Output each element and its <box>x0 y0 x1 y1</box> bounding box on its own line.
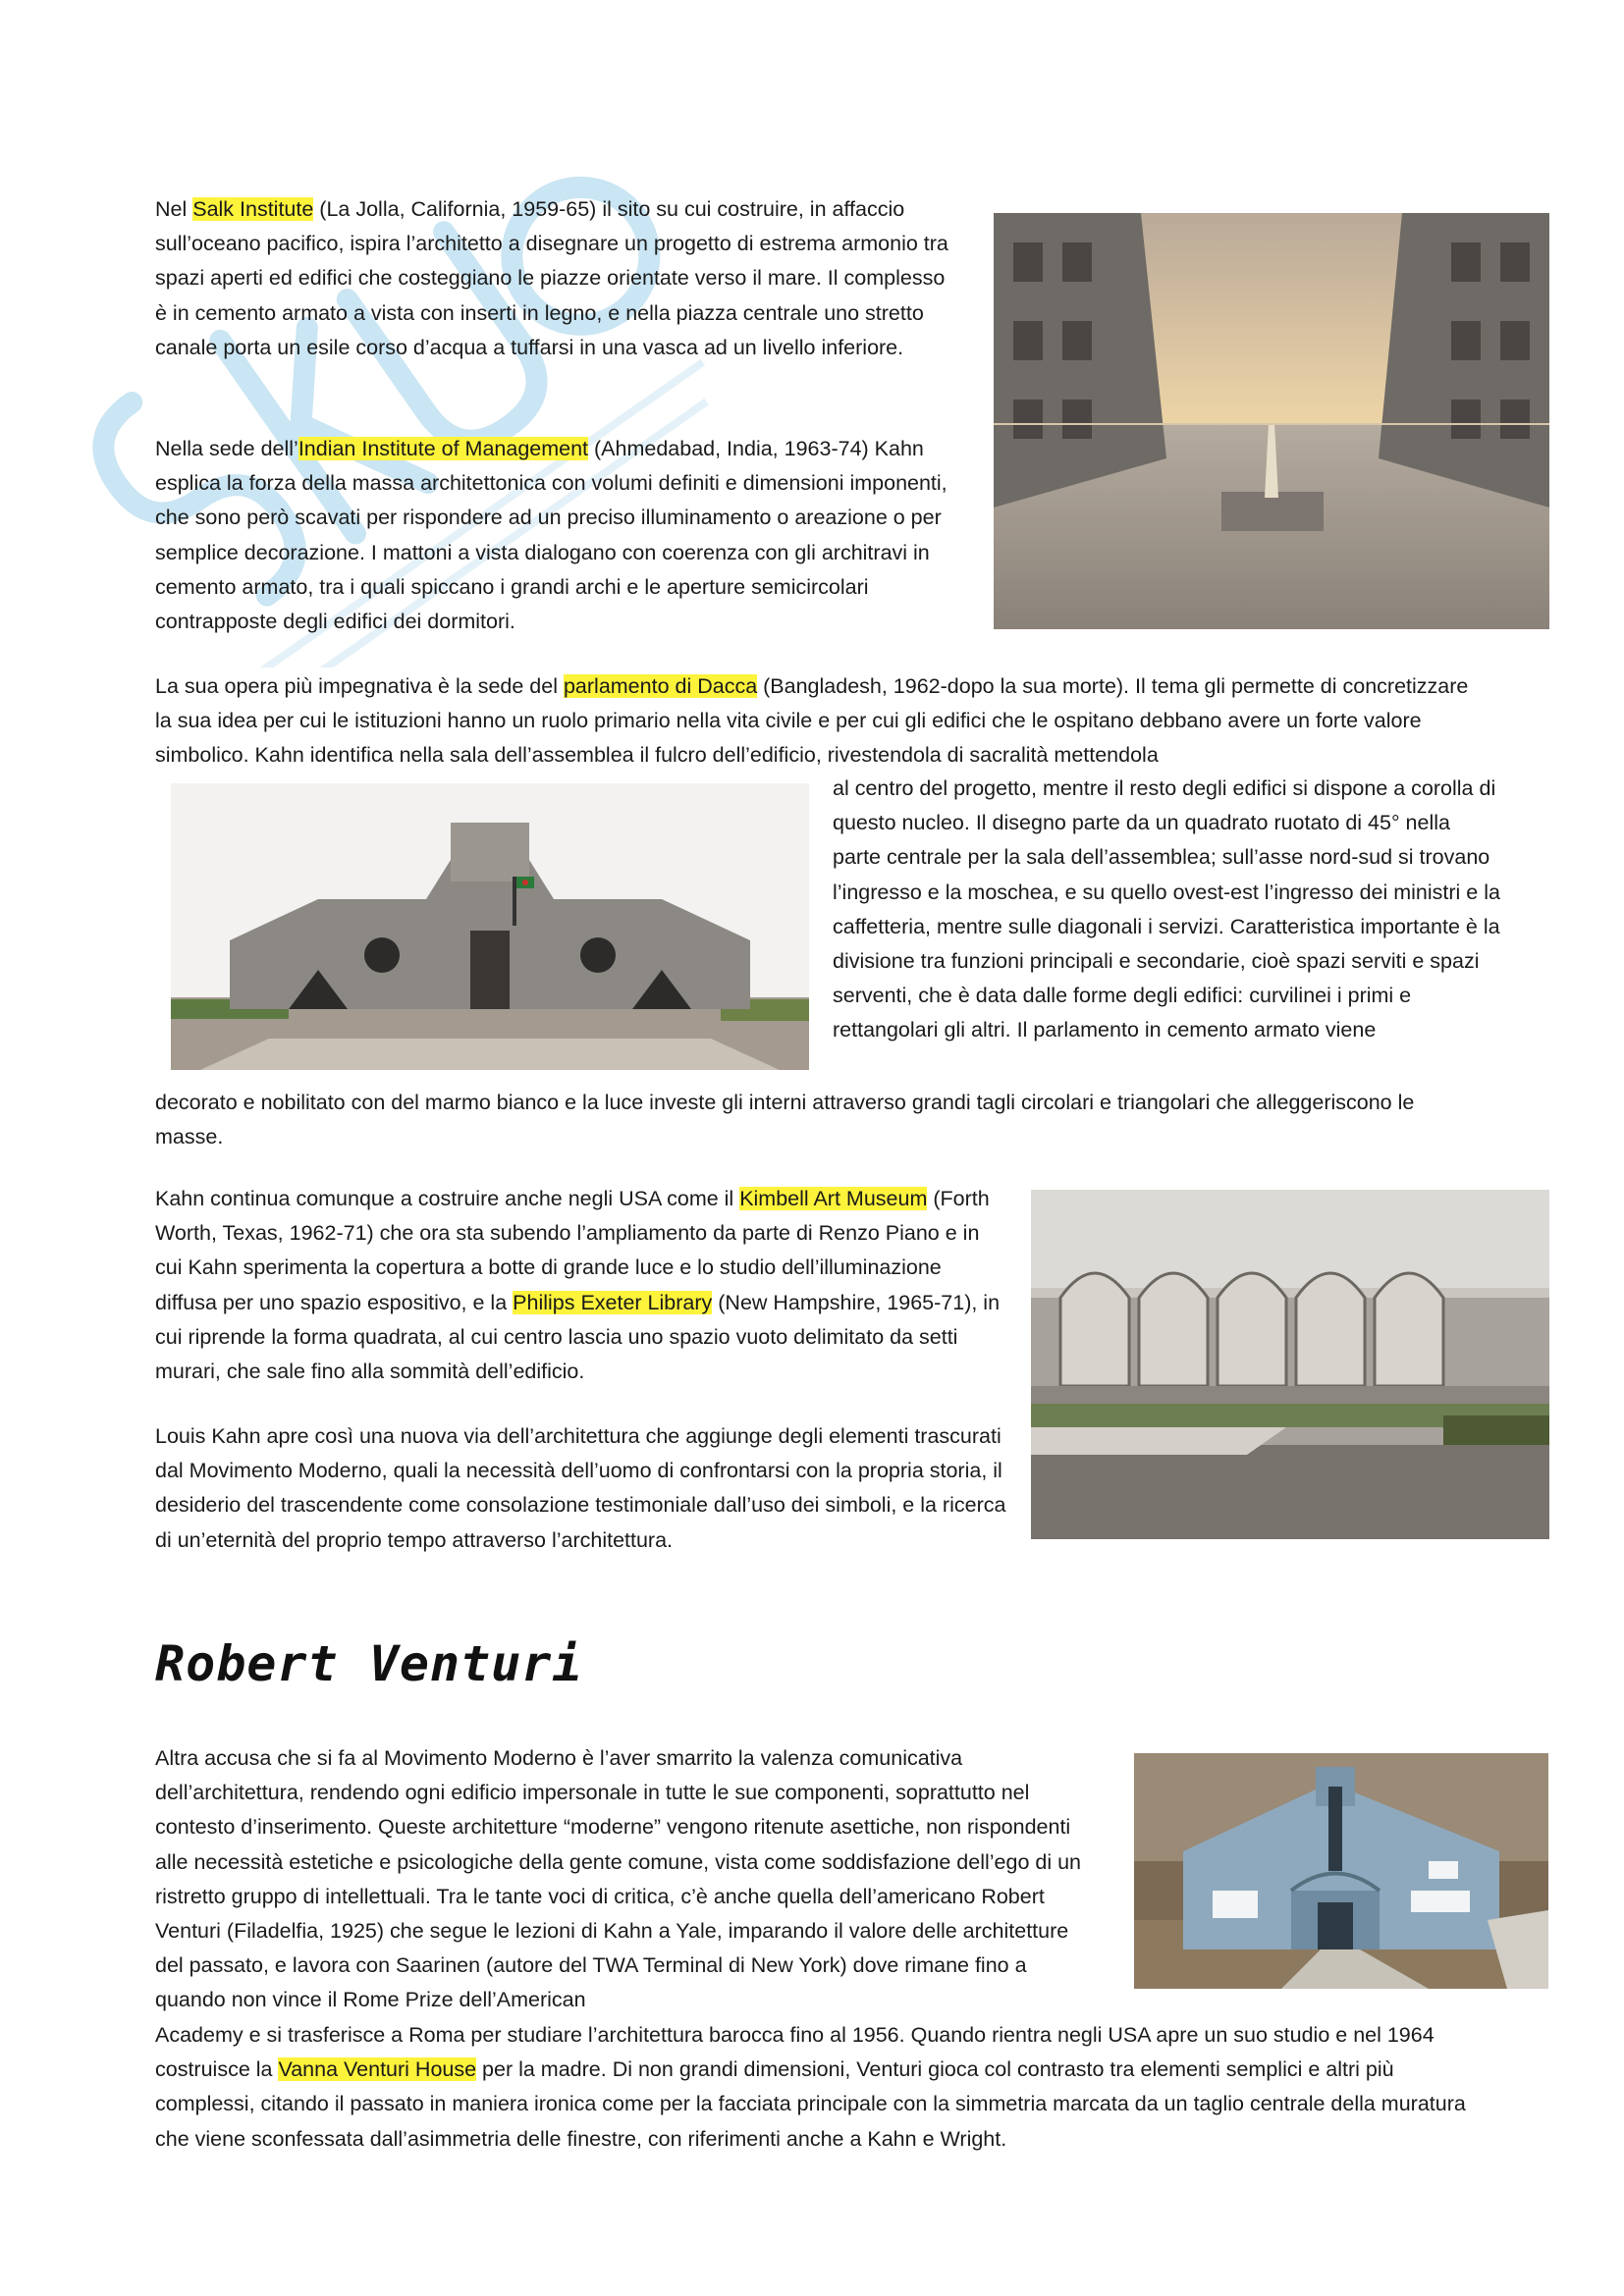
venturi-heading: Robert Venturi <box>155 1635 583 1692</box>
exeter-library-highlight: Philips Exeter Library <box>513 1290 713 1314</box>
iim-paragraph: Nella sede dell’Indian Institute of Management (Ahmedabad, India, 1963-74) Kahn esplica la forza della massa architettonica con volumi definiti e dimensioni imponenti, che sono però scavati per rispondere ad un preciso illuminamento o areazione o per semplice decorazione. I mattoni a vista dialogano con coerenza con gli architravi in cemento armato, tra i quali spiccano i grandi archi e le aperture semicircolari contrapposte degli edifici dei dormitori. <box>155 437 947 634</box>
vanna-venturi-highlight: Vanna Venturi House <box>278 2057 477 2082</box>
kahn-conclusion-paragraph: Louis Kahn apre così una nuova via dell’architettura che aggiunge degli elementi trascurati dal Movimento Moderno, quali la necessità dell’uomo di confrontarsi con la propria storia, il desiderio del trascendente come consolazione testimoniale dall’uso dei simboli, e la ricerca di un’eternità del proprio tempo attraverso l’architettura. <box>155 1424 1006 1552</box>
kimbell-art-museum-photo <box>1031 1190 1549 1539</box>
venturi-full-paragraph: Academy e si trasferisce a Roma per studiare l’architettura barocca fino al 1956. Quando rientra negli USA apre un suo studio e nel 1964 costruisce la Vanna Venturi House per la madre. Di non grandi dimensioni, Venturi gioca col contrasto tra elementi semplici e altri più complessi, citando il passato in maniera ironica come per la facciata principale con la simmetria marcata da un taglio centrale della muratura che viene sconfessata dall’asimmetria delle finestre, con riferimenti anche a Kahn e Wright. <box>155 2023 1466 2151</box>
dacca-highlight: parlamento di Dacca <box>563 674 758 698</box>
salk-institute-highlight: Salk Institute <box>192 197 314 221</box>
kimbell-paragraph: Kahn continua comunque a costruire anche negli USA come il Kimbell Art Museum (Forth Worth, Texas, 1962-71) che ora sta subendo l’ampliamento da parte di Renzo Piano e in cui Kahn sperimenta la copertura a botte di grande luce e lo studio dell’illuminazione diffusa per uno spazio espositivo, e la Philips Exeter Library (New Hampshire, 1965-71), in cui riprende la forma quadrata, al cui centro lascia uno spazio vuoto delimitato da setti murari, che sale fino alla sommità dell’edificio. <box>155 1187 1001 1384</box>
dacca-side-paragraph: al centro del progetto, mentre il resto degli edifici si dispone a corolla di questo nucleo. Il disegno parte da un quadrato ruotato di 45° nella parte centrale per la sala dell’assemblea; sull’asse nord-sud si trovano l’ingresso e la moschea, e su quello ovest-est l’ingresso dei ministri e la caffetteria, mentre sulle diagonali i servizi. Caratteristica importante è la divisione tra funzioni principali e secondarie, cioè spazi serviti e spazi serventi, che è data dalle forme degli edifici: curvilinei i primi e rettangolari gli altri. Il parlamento in cemento armato viene <box>833 776 1500 1042</box>
iim-highlight: Indian Institute of Management <box>298 437 589 460</box>
kimbell-highlight: Kimbell Art Museum <box>739 1187 928 1210</box>
vanna-venturi-house-photo <box>1134 1753 1548 1989</box>
dacca-tail-paragraph: decorato e nobilitato con del marmo bianco e la luce investe gli interni attraverso grandi tagli circolari e triangolari che alleggeriscono le masse. <box>155 1091 1415 1149</box>
dacca-paragraph: La sua opera più impegnativa è la sede del parlamento di Dacca (Bangladesh, 1962-dopo la sua morte). Il tema gli permette di concretizzare la sua idea per cui le istituzioni hanno un ruolo primario nella vita civile e per cui gli edifici che le ospitano debbano avere un forte valore simbolico. Kahn identifica nella sala dell’assemblea il fulcro dell’edificio, rivestendola di sacralità mettendola <box>155 674 1469 768</box>
salk-paragraph: Nel Salk Institute (La Jolla, California, 1959-65) il sito su cui costruire, in affaccio sull’oceano pacifico, ispira l’architetto a disegnare un progetto di estrema armonio tra spazi aperti ed edifici che costeggiano le piazze orientate verso il mare. Il complesso è in cemento armato a vista con inserti in legno, e nella piazza centrale uno stretto canale porta un esile corso d’acqua a tuffarsi in una vasca ad un livello inferiore. <box>155 197 948 359</box>
venturi-paragraph: Altra accusa che si fa al Movimento Moderno è l’aver smarrito la valenza comunicativa dell’architettura, rendendo ogni edificio impersonale in tutte le sue componenti, soprattutto nel contesto d’inserimento. Queste architetture “moderne” vengono ritenute asettiche, non rispondenti alle necessità estetiche e psicologiche della gente comune, vista come soddisfazione dell’ego di un ristretto gruppo di intellettuali. Tra le tante voci di critica, c’è anche quella dell’americano Robert Venturi (Filadelfia, 1925) che segue le lezioni di Kahn a Yale, imparando il valore delle architetture del passato, e lavora con Saarinen (autore del TWA Terminal di New York) dove rimane fino a quando non vince il Rome Prize dell’American <box>155 1746 1081 2012</box>
dacca-parliament-photo <box>171 783 809 1070</box>
salk-institute-photo <box>994 213 1549 629</box>
